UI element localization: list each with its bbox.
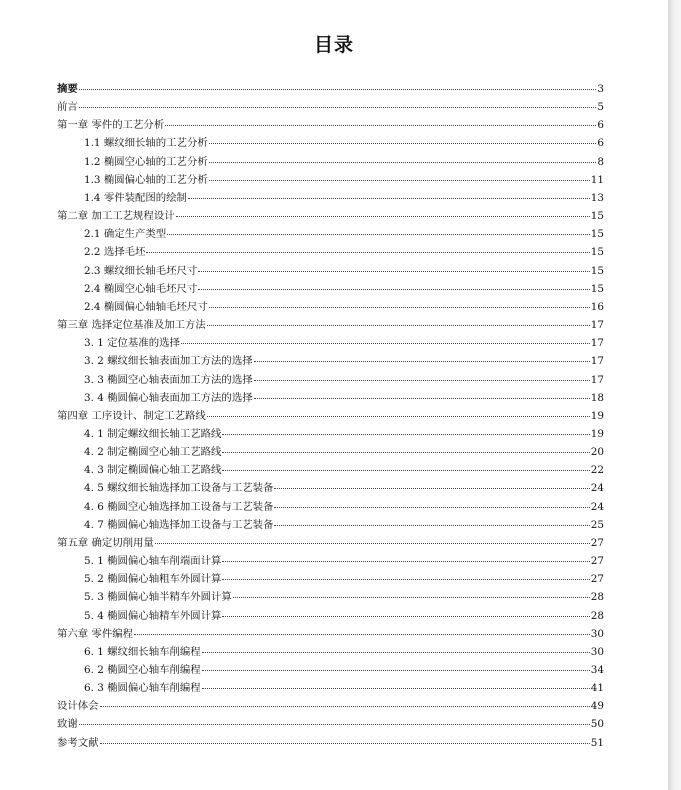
toc-entry-title: 4. 6 椭圆空心轴选择加工设备与工艺装备 (84, 500, 274, 513)
toc-page-number: 13 (590, 191, 604, 204)
toc-subsection-entry[interactable] (57, 552, 604, 570)
toc-page-number: 25 (590, 518, 604, 531)
dot-leader (202, 670, 590, 671)
toc-page-number: 50 (590, 718, 604, 731)
dot-leader (134, 634, 590, 635)
toc-page-number: 24 (590, 500, 604, 513)
dot-leader (198, 289, 589, 290)
dot-leader (167, 234, 590, 235)
dot-leader (209, 143, 597, 144)
toc-page-number: 6 (597, 137, 604, 150)
toc-page-number: 19 (590, 409, 604, 422)
toc-subsection-entry[interactable] (57, 371, 604, 389)
toc-page-number: 51 (590, 736, 604, 749)
toc-chapter-entry[interactable] (57, 625, 604, 643)
toc-page-number: 17 (590, 373, 604, 386)
toc-subsection-entry[interactable] (57, 298, 604, 316)
dot-leader (254, 398, 590, 399)
toc-page-number: 27 (590, 555, 604, 568)
toc-chapter-entry[interactable] (57, 80, 604, 98)
toc-page-number: 34 (590, 664, 604, 676)
toc-entry-title: 1.1 螺纹细长轴的工艺分析 (84, 137, 208, 150)
toc-subsection-entry[interactable] (57, 607, 604, 625)
toc-entry-title: 6. 3 椭圆偏心轴车削编程 (84, 682, 201, 695)
dot-leader (274, 525, 589, 526)
toc-entry-title: 5. 4 椭圆偏心轴精车外圆计算 (84, 609, 222, 622)
dot-leader (222, 434, 589, 435)
toc-entry-title: 3. 1 定位基准的选择 (84, 337, 180, 350)
toc-entry-title: 摘要 (57, 83, 78, 95)
toc-page-number: 28 (590, 609, 604, 622)
toc-subsection-entry[interactable] (57, 334, 604, 352)
toc-entry-title: 设计体会 (57, 700, 99, 713)
toc-entry-title: 第四章 工序设计、制定工艺路线 (57, 409, 206, 422)
dot-leader (254, 361, 590, 362)
toc-subsection-entry[interactable] (57, 262, 604, 280)
toc-subsection-entry[interactable] (57, 389, 604, 407)
toc-subsection-entry[interactable] (57, 280, 604, 298)
toc-page-number: 30 (590, 627, 604, 640)
toc-entry-title: 第五章 确定切削用量 (57, 536, 154, 549)
toc-page-number: 15 (590, 264, 604, 277)
toc-subsection-entry[interactable] (57, 153, 604, 171)
toc-page-number: 18 (590, 391, 604, 404)
toc-entry-title: 第一章 零件的工艺分析 (57, 119, 165, 132)
toc-page-number: 15 (590, 282, 604, 295)
toc-chapter-entry[interactable] (57, 734, 604, 752)
dot-leader (222, 561, 589, 562)
toc-page-number: 49 (590, 700, 604, 713)
dot-leader (79, 89, 597, 90)
dot-leader (202, 652, 590, 653)
toc-title: 目录 (313, 34, 354, 56)
toc-entry-title: 5. 2 椭圆偏心轴粗车外圆计算 (84, 573, 222, 586)
toc-chapter-entry[interactable] (57, 534, 604, 552)
dot-leader (233, 597, 590, 598)
dot-leader (209, 180, 590, 181)
toc-entry-title: 2.4 椭圆偏心轴轴毛坯尺寸 (84, 300, 208, 313)
toc-page-number: 28 (590, 591, 604, 604)
toc-entry-title: 2.3 螺纹细长轴毛坯尺寸 (84, 264, 198, 277)
toc-entry-title: 4. 7 椭圆偏心轴选择加工设备与工艺装备 (84, 518, 274, 531)
dot-leader (209, 307, 590, 308)
dot-leader (100, 706, 590, 707)
toc-subsection-entry[interactable] (57, 679, 604, 697)
toc-subsection-entry[interactable] (57, 443, 604, 461)
toc-page-number: 27 (590, 536, 604, 549)
toc-subsection-entry[interactable] (57, 425, 604, 443)
toc-entry-title: 4. 3 制定椭圆偏心轴工艺路线 (84, 464, 222, 477)
toc-entry-title: 3. 4 椭圆偏心轴表面加工方法的选择 (84, 391, 253, 404)
toc-page-number: 19 (590, 427, 604, 440)
toc-entry-title: 4. 2 制定椭圆空心轴工艺路线 (84, 446, 222, 459)
toc-entry-title: 3. 3 椭圆空心轴表面加工方法的选择 (84, 373, 253, 386)
toc-page-number: 17 (590, 355, 604, 368)
dot-leader (222, 579, 589, 580)
page-edge-shadow (668, 0, 681, 790)
toc-entry-title: 致谢 (57, 718, 78, 731)
toc-page-number: 41 (590, 682, 604, 695)
toc-subsection-entry[interactable] (57, 352, 604, 370)
toc-entry-title: 5. 1 椭圆偏心轴车削端面计算 (84, 555, 222, 568)
dot-leader (202, 688, 590, 689)
toc-subsection-entry[interactable] (57, 643, 604, 661)
toc-entry-title: 5. 3 椭圆偏心轴半精车外圆计算 (84, 591, 232, 604)
toc-entry-title: 6. 1 螺纹细长轴车削编程 (84, 645, 201, 658)
dot-leader (188, 198, 590, 199)
toc-chapter-entry[interactable] (57, 98, 604, 116)
toc-page-number: 15 (590, 246, 604, 259)
toc-entry-title: 3. 2 螺纹细长轴表面加工方法的选择 (84, 355, 253, 368)
toc-subsection-entry[interactable] (57, 461, 604, 479)
toc-page-number: 17 (590, 319, 604, 332)
toc-page-number: 17 (590, 337, 604, 350)
toc-entry-title: 2.2 选择毛坯 (84, 246, 146, 259)
toc-page-number: 6 (597, 119, 604, 132)
toc-subsection-entry[interactable] (57, 661, 604, 679)
toc-subsection-entry[interactable] (57, 588, 604, 606)
toc-page-number: 24 (590, 482, 604, 495)
toc-chapter-entry[interactable] (57, 407, 604, 425)
toc-page-number: 15 (590, 228, 604, 241)
dot-leader (155, 543, 590, 544)
toc-entry-title: 第三章 选择定位基准及加工方法 (57, 319, 206, 332)
dot-leader (274, 507, 589, 508)
dot-leader (181, 343, 590, 344)
toc-entry-title: 6. 2 椭圆空心轴车削编程 (84, 664, 201, 676)
toc-subsection-entry[interactable] (57, 189, 604, 207)
toc-entry-title: 4. 1 制定螺纹细长轴工艺路线 (84, 427, 222, 440)
toc-page-number: 22 (590, 464, 604, 477)
dot-leader (165, 125, 596, 126)
toc-page-number: 8 (597, 155, 604, 168)
toc-subsection-entry[interactable] (57, 516, 604, 534)
toc-subsection-entry[interactable] (57, 134, 604, 152)
dot-leader (100, 743, 590, 744)
toc-chapter-entry[interactable] (57, 116, 604, 134)
toc-entry-title: 参考文献 (57, 736, 99, 749)
dot-leader (79, 107, 597, 108)
dot-leader (198, 271, 589, 272)
dot-leader (222, 470, 589, 471)
dot-leader (222, 616, 589, 617)
toc-entry-title: 1.2 椭圆空心轴的工艺分析 (84, 155, 208, 168)
toc-subsection-entry[interactable] (57, 498, 604, 516)
dot-leader (209, 162, 597, 163)
toc-entry-title: 2.4 椭圆空心轴毛坯尺寸 (84, 282, 198, 295)
dot-leader (207, 325, 590, 326)
toc-page-number: 27 (590, 573, 604, 586)
toc-page-number: 15 (590, 210, 604, 223)
table-of-contents (57, 80, 604, 752)
toc-chapter-entry[interactable] (57, 207, 604, 225)
dot-leader (79, 724, 590, 725)
dot-leader (176, 216, 590, 217)
dot-leader (222, 452, 589, 453)
toc-subsection-entry[interactable] (57, 225, 604, 243)
dot-leader (207, 416, 590, 417)
toc-page-number: 3 (597, 83, 604, 95)
toc-subsection-entry[interactable] (57, 171, 604, 189)
toc-entry-title: 前言 (57, 101, 78, 114)
toc-entry-title: 1.3 椭圆偏心轴的工艺分析 (84, 173, 208, 186)
toc-entry-title: 第二章 加工工艺规程设计 (57, 210, 175, 223)
toc-subsection-entry[interactable] (57, 243, 604, 261)
toc-chapter-entry[interactable] (57, 715, 604, 733)
toc-subsection-entry[interactable] (57, 570, 604, 588)
toc-page-number: 30 (590, 645, 604, 658)
dot-leader (146, 252, 589, 253)
toc-entry-title: 4. 5 螺纹细长轴选择加工设备与工艺装备 (84, 482, 274, 495)
toc-page-number: 5 (597, 101, 604, 114)
toc-entry-title: 第六章 零件编程 (57, 627, 134, 640)
dot-leader (254, 380, 590, 381)
toc-page-number: 16 (590, 300, 604, 313)
toc-entry-title: 1.4 零件装配图的绘制 (84, 191, 187, 204)
toc-subsection-entry[interactable] (57, 479, 604, 497)
toc-entry-title: 2.1 确定生产类型 (84, 228, 167, 241)
toc-page-number: 11 (590, 173, 604, 186)
toc-chapter-entry[interactable] (57, 697, 604, 715)
toc-page-number: 20 (590, 446, 604, 459)
dot-leader (274, 488, 589, 489)
toc-chapter-entry[interactable] (57, 316, 604, 334)
